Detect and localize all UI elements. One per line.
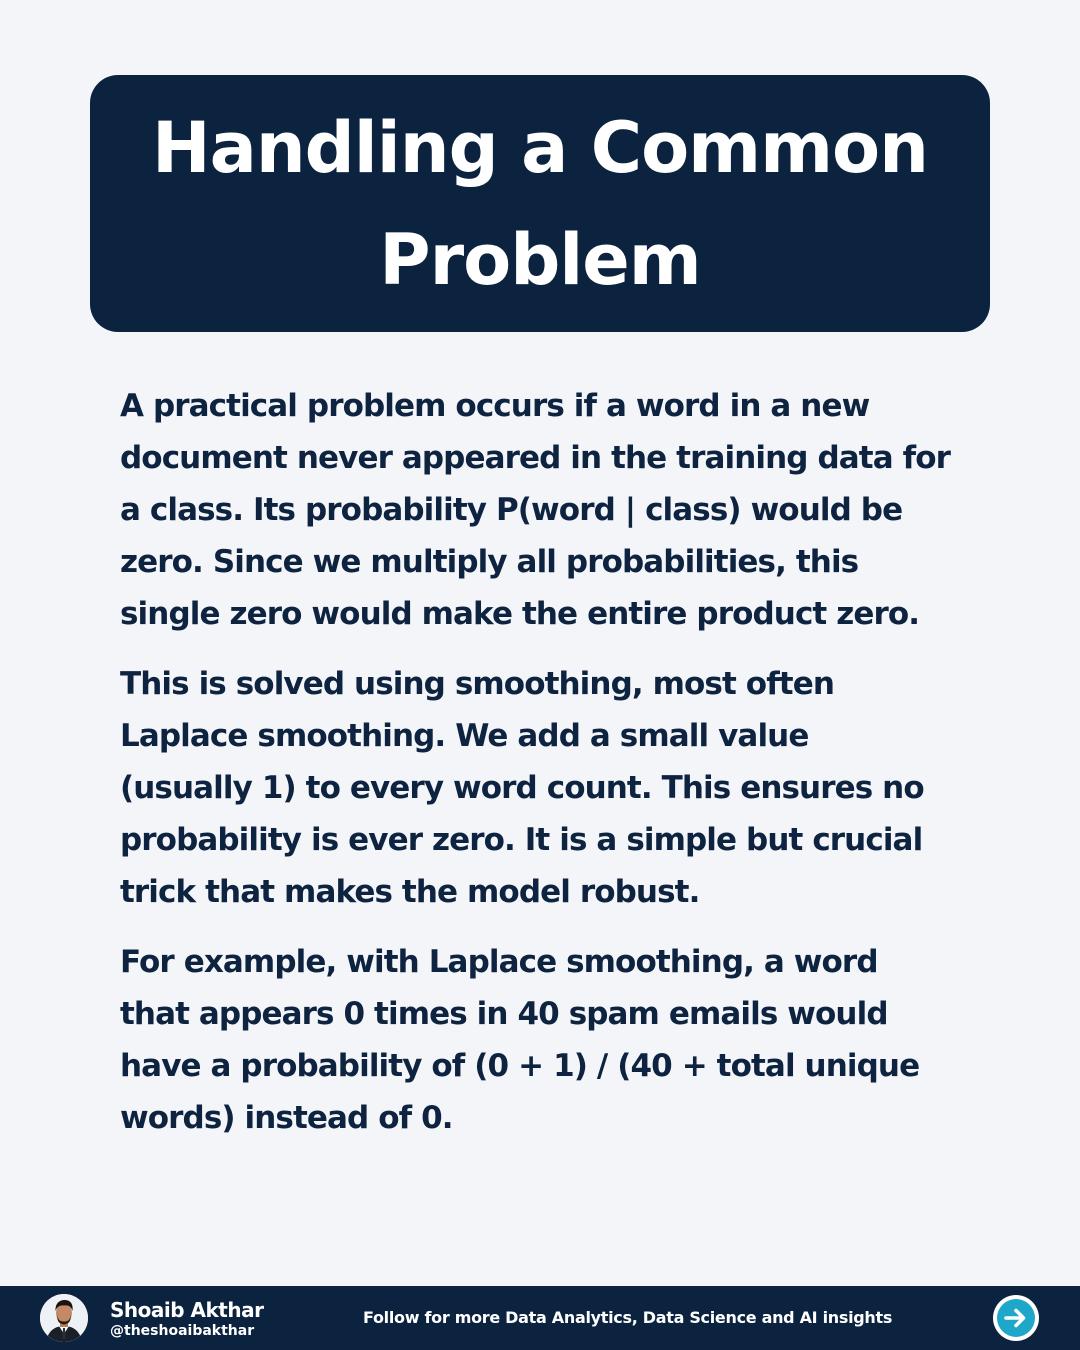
title-banner (90, 75, 990, 332)
profile-photo-avatar (40, 1294, 88, 1342)
footer-bar (0, 1286, 1080, 1350)
paragraph-problem: A practical problem occurs if a word in a new document never appeared in the training data for a class. Its probability P(word | class) would be zero. Since we multiply all probabilities, this single zero would make the entire product zero. (120, 388, 950, 632)
author-name[interactable]: Shoaib Akthar (110, 1298, 264, 1322)
paragraph-solution: This is solved using smoothing, most often Laplace smoothing. We add a small value (usually 1) to every word count. This ensures no probability is ever zero. It is a simple but crucial trick that makes the model robust. (120, 666, 924, 910)
avatar[interactable] (40, 1294, 88, 1342)
arrow-right-circle-icon (992, 1294, 1040, 1342)
follow-tagline: Follow for more Data Analytics, Data Science and AI insights (363, 1308, 893, 1327)
author-handle[interactable]: @theshoaibakthar (110, 1323, 255, 1339)
content-body (120, 380, 950, 1162)
paragraph-example: For example, with Laplace smoothing, a word that appears 0 times in 40 spam emails would have a probability of (0 + 1) / (40 + total unique words) instead of 0. (120, 944, 920, 1136)
next-button[interactable] (992, 1294, 1040, 1342)
page-title: Handling a Common Problem (152, 106, 928, 301)
